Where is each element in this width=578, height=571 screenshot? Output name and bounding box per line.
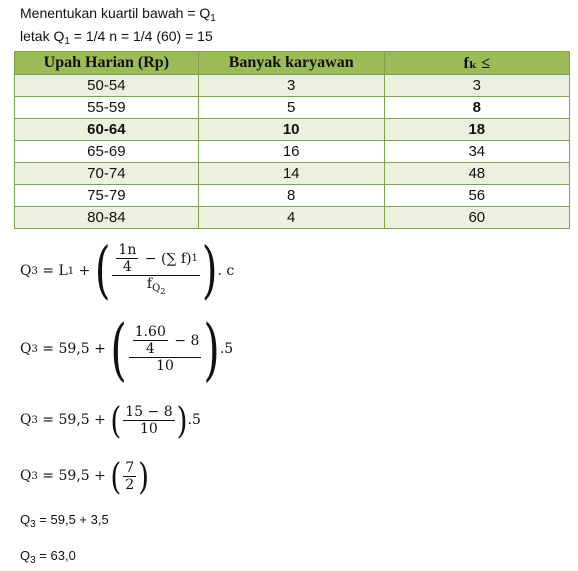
step-equals: = [37,412,59,428]
step-numerator [129,324,202,358]
cell-interval: 80-84 [15,207,199,229]
cell-cumulative: 3 [384,75,569,97]
formula-fraction [112,242,200,300]
step-q-sub: 3 [31,470,38,482]
step-q: Q [20,512,31,527]
cell-frequency: 3 [198,75,384,97]
step-fraction [123,404,174,437]
cell-cumulative: 8 [384,97,569,119]
step-numerator: 15 − 8 [125,403,173,420]
heading-text: Menentukan kuartil bawah = Q [20,5,211,21]
step-5 [20,547,76,570]
step-3 [20,456,149,496]
step-q-sub: 3 [30,519,36,530]
step-q: Q [20,341,32,357]
step-denominator: 10 [156,358,174,374]
table-row [15,163,570,185]
step-denominator: 2 [125,476,135,493]
cell-interval: 60-64 [15,119,199,141]
step-base: 59,5 [58,412,90,428]
cell-cumulative: 34 [384,141,569,163]
location-subscript: 1 [64,36,70,47]
right-paren-icon: ) [203,309,220,389]
cell-frequency: 8 [198,185,384,207]
cell-cumulative: 56 [384,185,569,207]
right-paren-icon: ) [138,454,150,498]
table-row [15,185,570,207]
step-2 [20,398,201,442]
table-row [15,141,570,163]
step-base: 59,5 [58,468,90,484]
formula-inner-fraction [116,242,138,275]
cell-frequency: 4 [198,207,384,229]
heading-subscript: 1 [210,13,216,24]
inner-denominator: 4 [122,259,132,275]
header-wage: Upah Harian (Rp) [15,52,199,75]
formula-denominator [145,276,167,300]
cell-frequency: 16 [198,141,384,163]
step-denominator: 10 [140,420,158,437]
quartile-formula [20,235,235,307]
cell-interval: 75-79 [15,185,199,207]
cell-cumulative: 48 [384,163,569,185]
step-q-sub: 3 [31,414,38,426]
header-employees: Banyak karyawan [198,52,384,75]
step-4-text: = 59,5 + 3,5 [35,512,109,527]
cell-interval: 50-54 [15,75,199,97]
cell-frequency: 5 [198,97,384,119]
table-row [15,207,570,229]
denominator-q-sub: 2 [160,287,166,296]
step-plus: + [89,468,111,484]
heading-line-2 [20,27,213,51]
formula-equals: = [37,263,59,279]
cell-frequency: 10 [198,119,384,141]
header-cumulative: fₖ ≤ [384,52,569,75]
formula-q: Q [20,263,32,279]
step-1 [20,309,234,389]
cell-cumulative: 60 [384,207,569,229]
step-plus: + [89,412,111,428]
denominator-f: f [146,276,153,292]
step-tail: .5 [219,341,234,357]
inner-denominator: 4 [145,341,155,357]
step-tail: .5 [187,412,201,428]
step-q: Q [20,548,31,563]
right-paren-icon: ) [201,235,218,307]
step-equals: = [37,468,59,484]
step-numerator: 7 [125,459,135,476]
step-q-sub: 3 [30,555,36,566]
heading-line-1 [20,4,216,28]
location-rest: = 1/4 n = 1/4 (60) = 15 [69,28,213,44]
cell-frequency: 14 [198,163,384,185]
step-fraction [129,324,202,374]
step-plus: + [89,341,111,357]
table-row [15,97,570,119]
formula-q-sub: 3 [31,265,38,277]
formula-sum-sub: 1 [191,252,198,264]
step-minus: − 8 [169,332,200,349]
step-5-text: = 63,0 [35,548,76,563]
cell-interval: 55-59 [15,97,199,119]
step-q: Q [20,412,32,428]
formula-minus-sum: − (∑ f) [140,250,192,267]
formula-l-sub: 1 [67,265,75,277]
cell-cumulative: 18 [384,119,569,141]
step-equals: = [37,341,59,357]
frequency-table [14,51,570,229]
step-q-sub: 3 [31,343,38,355]
left-paren-icon: ( [110,454,122,498]
step-fraction [123,460,136,493]
step-4 [20,511,109,534]
location-prefix: letak Q [20,28,65,44]
step-q: Q [20,468,32,484]
formula-plus: + [74,263,95,279]
formula-numerator [112,242,200,276]
table-header-row [15,52,570,75]
cell-interval: 70-74 [15,163,199,185]
left-paren-icon: ( [94,235,111,307]
left-paren-icon: ( [110,309,127,389]
denominator-q: Q [152,283,161,294]
formula-l: L [58,263,68,279]
cell-interval: 65-69 [15,141,199,163]
step-inner-fraction [133,324,168,357]
right-paren-icon: ) [176,398,188,442]
table-row-highlighted [15,119,570,141]
table-row [15,75,570,97]
step-base: 59,5 [58,341,90,357]
inner-numerator: 1.60 [134,324,166,340]
formula-tail: . c [217,263,235,279]
inner-numerator: 1n [118,242,137,258]
left-paren-icon: ( [110,398,122,442]
